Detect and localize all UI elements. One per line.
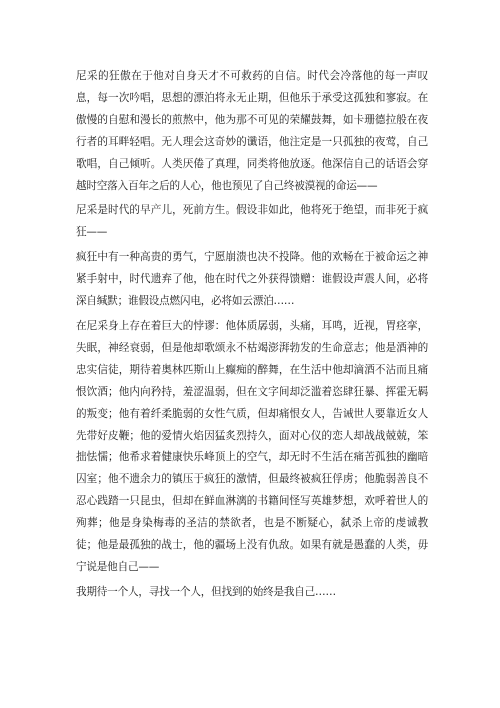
paragraph-3: 疯狂中有一种高贵的勇气，宁愿崩溃也决不投降。他的欢畅在于被命运之神紧手射中，时代遗弃了他，他在时代之外获得馈赠：谁假设声震人间，必将深自缄默；谁假设点燃闪电，必将如云漂泊……: [76, 251, 428, 308]
paragraph-2: 尼采是时代的早产儿，死前方生。假设非如此，他将死于绝望，而非死于疯狂——: [76, 204, 428, 239]
paragraph-1: 尼采的狂傲在于他对自身天才不可救药的自信。时代会冷落他的每一声叹息，每一次吟唱，思想的漂泊将永无止期，但他乐于承受这孤独和寥寂。在傲慢的自慰和漫长的煎熬中，他为那不可见的荣耀鼓舞，如卡珊德拉般在夜行者的耳畔轻唱。无人理会这奇妙的谶语，他注定是一只孤独的夜莺，自己歌唱，自己倾听。人类厌倦了真理，同类将他放逐。他深信自己的话语会穿越时空落入百年之后的人心，他也预见了自己终被漠视的命运——: [76, 70, 428, 192]
paragraph-4: 在尼采身上存在着巨大的悖谬：他体质孱弱，头痛，耳鸣，近视，胃痉挛，失眠，神经衰弱，但是他却歌颂永不枯竭澎湃勃发的生命意志；他是酒神的忠实信徒，期待着奥林匹斯山上癫痴的醉舞，在生活中他却滴酒不沾而且痛恨饮酒；他内向矜持，羞涩温弱，但在文字间却泛滥着恣肆狂暴、挥霍无羁的叛变；他有着纤柔脆弱的女性气质，但却痛恨女人，告诫世人要靠近女人先带好皮鞭；他的爱情火焰因猛炙烈持久，面对心仪的恋人却战战兢兢，笨拙怯懦；他希求着健康快乐峰顶上的空气，却无时不生活在痛苦孤独的幽暗囚室；他不遗余力的镇压于疯狂的激情，但最终被疯狂俘虏；他脆弱善良不忍心践踏一只昆虫，但却在鲜血淋漓的书籍间怪写英雄梦想，欢呼着世人的殉葬；他是身染梅毒的圣洁的禁欲者，也是不断疑心，弑杀上帝的虔诚教徒；他是最孤独的战士，他的疆场上没有仇敌。如果有就是愚蠢的人类，毋宁说是他自己——: [76, 319, 428, 573]
document-body: [76, 66, 428, 607]
paragraph-5: 我期待一个人，寻找一个人，但找到的始终是我自己……: [76, 585, 336, 598]
